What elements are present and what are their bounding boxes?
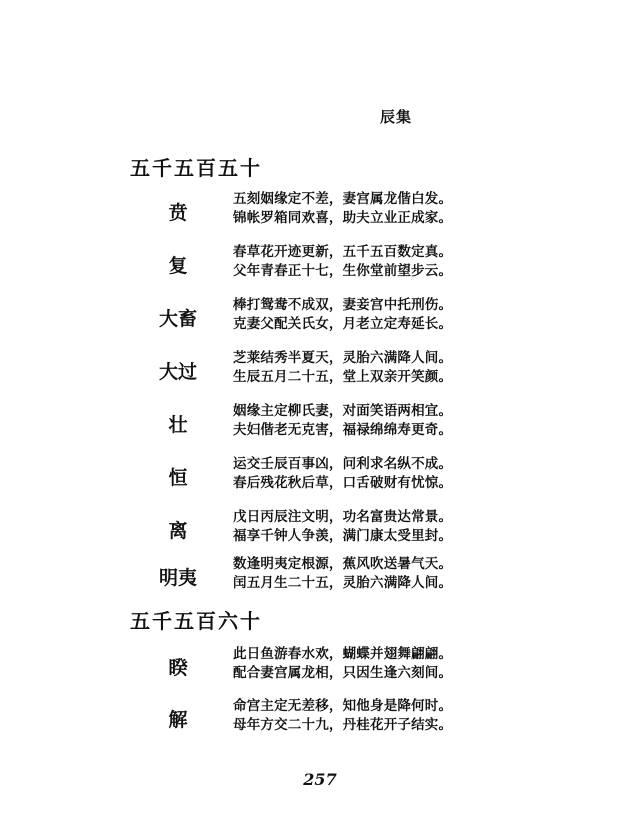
verse-line: 此日鱼游春水欢，蝴蝶并翅舞翩翩。	[233, 646, 453, 662]
hexagram-entry	[0, 349, 640, 391]
hexagram-name: 离	[168, 520, 188, 542]
verse-line: 五刻姻缘定不差，妻宫属龙偕白发。	[233, 191, 453, 207]
verse-line: 命宫主定无差移，知他身是降何时。	[233, 698, 453, 714]
hexagram-entry	[0, 555, 640, 597]
verse-line: 数逢明夷定根源，蕉风吹送暑气天。	[233, 556, 453, 572]
hexagram-name: 壮	[168, 414, 188, 436]
verse	[233, 645, 463, 683]
verse-line: 夫妇偕老无克害，福禄绵绵寿更奇。	[233, 422, 453, 438]
verse	[233, 697, 463, 735]
hexagram-name: 复	[168, 255, 188, 277]
hexagram-entry	[0, 645, 640, 687]
verse	[233, 296, 463, 334]
verse	[233, 243, 463, 281]
verse	[233, 190, 463, 228]
verse-line: 福享千钟人争羡，满门康太受里封。	[233, 528, 453, 544]
section-heading: 五千五百五十	[130, 156, 262, 180]
verse-line: 锦帐罗箱同欢喜，助夫立业正成家。	[233, 210, 453, 226]
verse	[233, 455, 463, 493]
section-heading: 五千五百六十	[130, 609, 262, 633]
page-number: 257	[303, 770, 337, 789]
hexagram-name: 大过	[158, 361, 197, 383]
verse-line: 克妻父配关氏女，月老立定寿延长。	[233, 316, 453, 332]
hexagram-name: 大畜	[158, 308, 197, 330]
verse-line: 戊日丙辰注文明，功名富贵达常景。	[233, 509, 453, 525]
hexagram-entry	[0, 243, 640, 285]
verse	[233, 402, 463, 440]
hexagram-entry	[0, 296, 640, 338]
verse	[233, 349, 463, 387]
verse-line: 春草花开迹更新，五千五百数定真。	[233, 244, 453, 260]
verse-line: 运交壬辰百事凶，问利求名纵不成。	[233, 456, 453, 472]
verse	[233, 508, 463, 546]
hexagram-entry	[0, 697, 640, 739]
hexagram-name: 解	[168, 709, 188, 731]
verse-line: 配合妻宫属龙相，只因生逢六刻间。	[233, 665, 453, 681]
verse-line: 母年方交二十九，丹桂花开子结实。	[233, 717, 453, 733]
verse-line: 姻缘主定柳氏妻，对面笑语两相宜。	[233, 403, 453, 419]
hexagram-entry	[0, 190, 640, 232]
verse-line: 芝莱结秀半夏天，灵胎六满降人间。	[233, 350, 453, 366]
hexagram-name: 睽	[168, 657, 188, 679]
verse	[233, 555, 463, 593]
hexagram-name: 贲	[168, 202, 188, 224]
hexagram-entry	[0, 455, 640, 497]
hexagram-entry	[0, 508, 640, 550]
verse-line: 棒打鸳鸯不成双，妻妾宫中托刑伤。	[233, 297, 453, 313]
hexagram-name: 明夷	[158, 567, 197, 589]
verse-line: 春后残花秋后草，口舌破财有忧惊。	[233, 475, 453, 491]
running-title: 辰集	[380, 108, 413, 126]
hexagram-name: 恒	[168, 467, 188, 489]
hexagram-entry	[0, 402, 640, 444]
verse-line: 父年青春正十七，生你堂前望步云。	[233, 263, 453, 279]
verse-line: 生辰五月二十五，堂上双亲开笑颜。	[233, 369, 453, 385]
verse-line: 闰五月生二十五，灵胎六满降人间。	[233, 575, 453, 591]
